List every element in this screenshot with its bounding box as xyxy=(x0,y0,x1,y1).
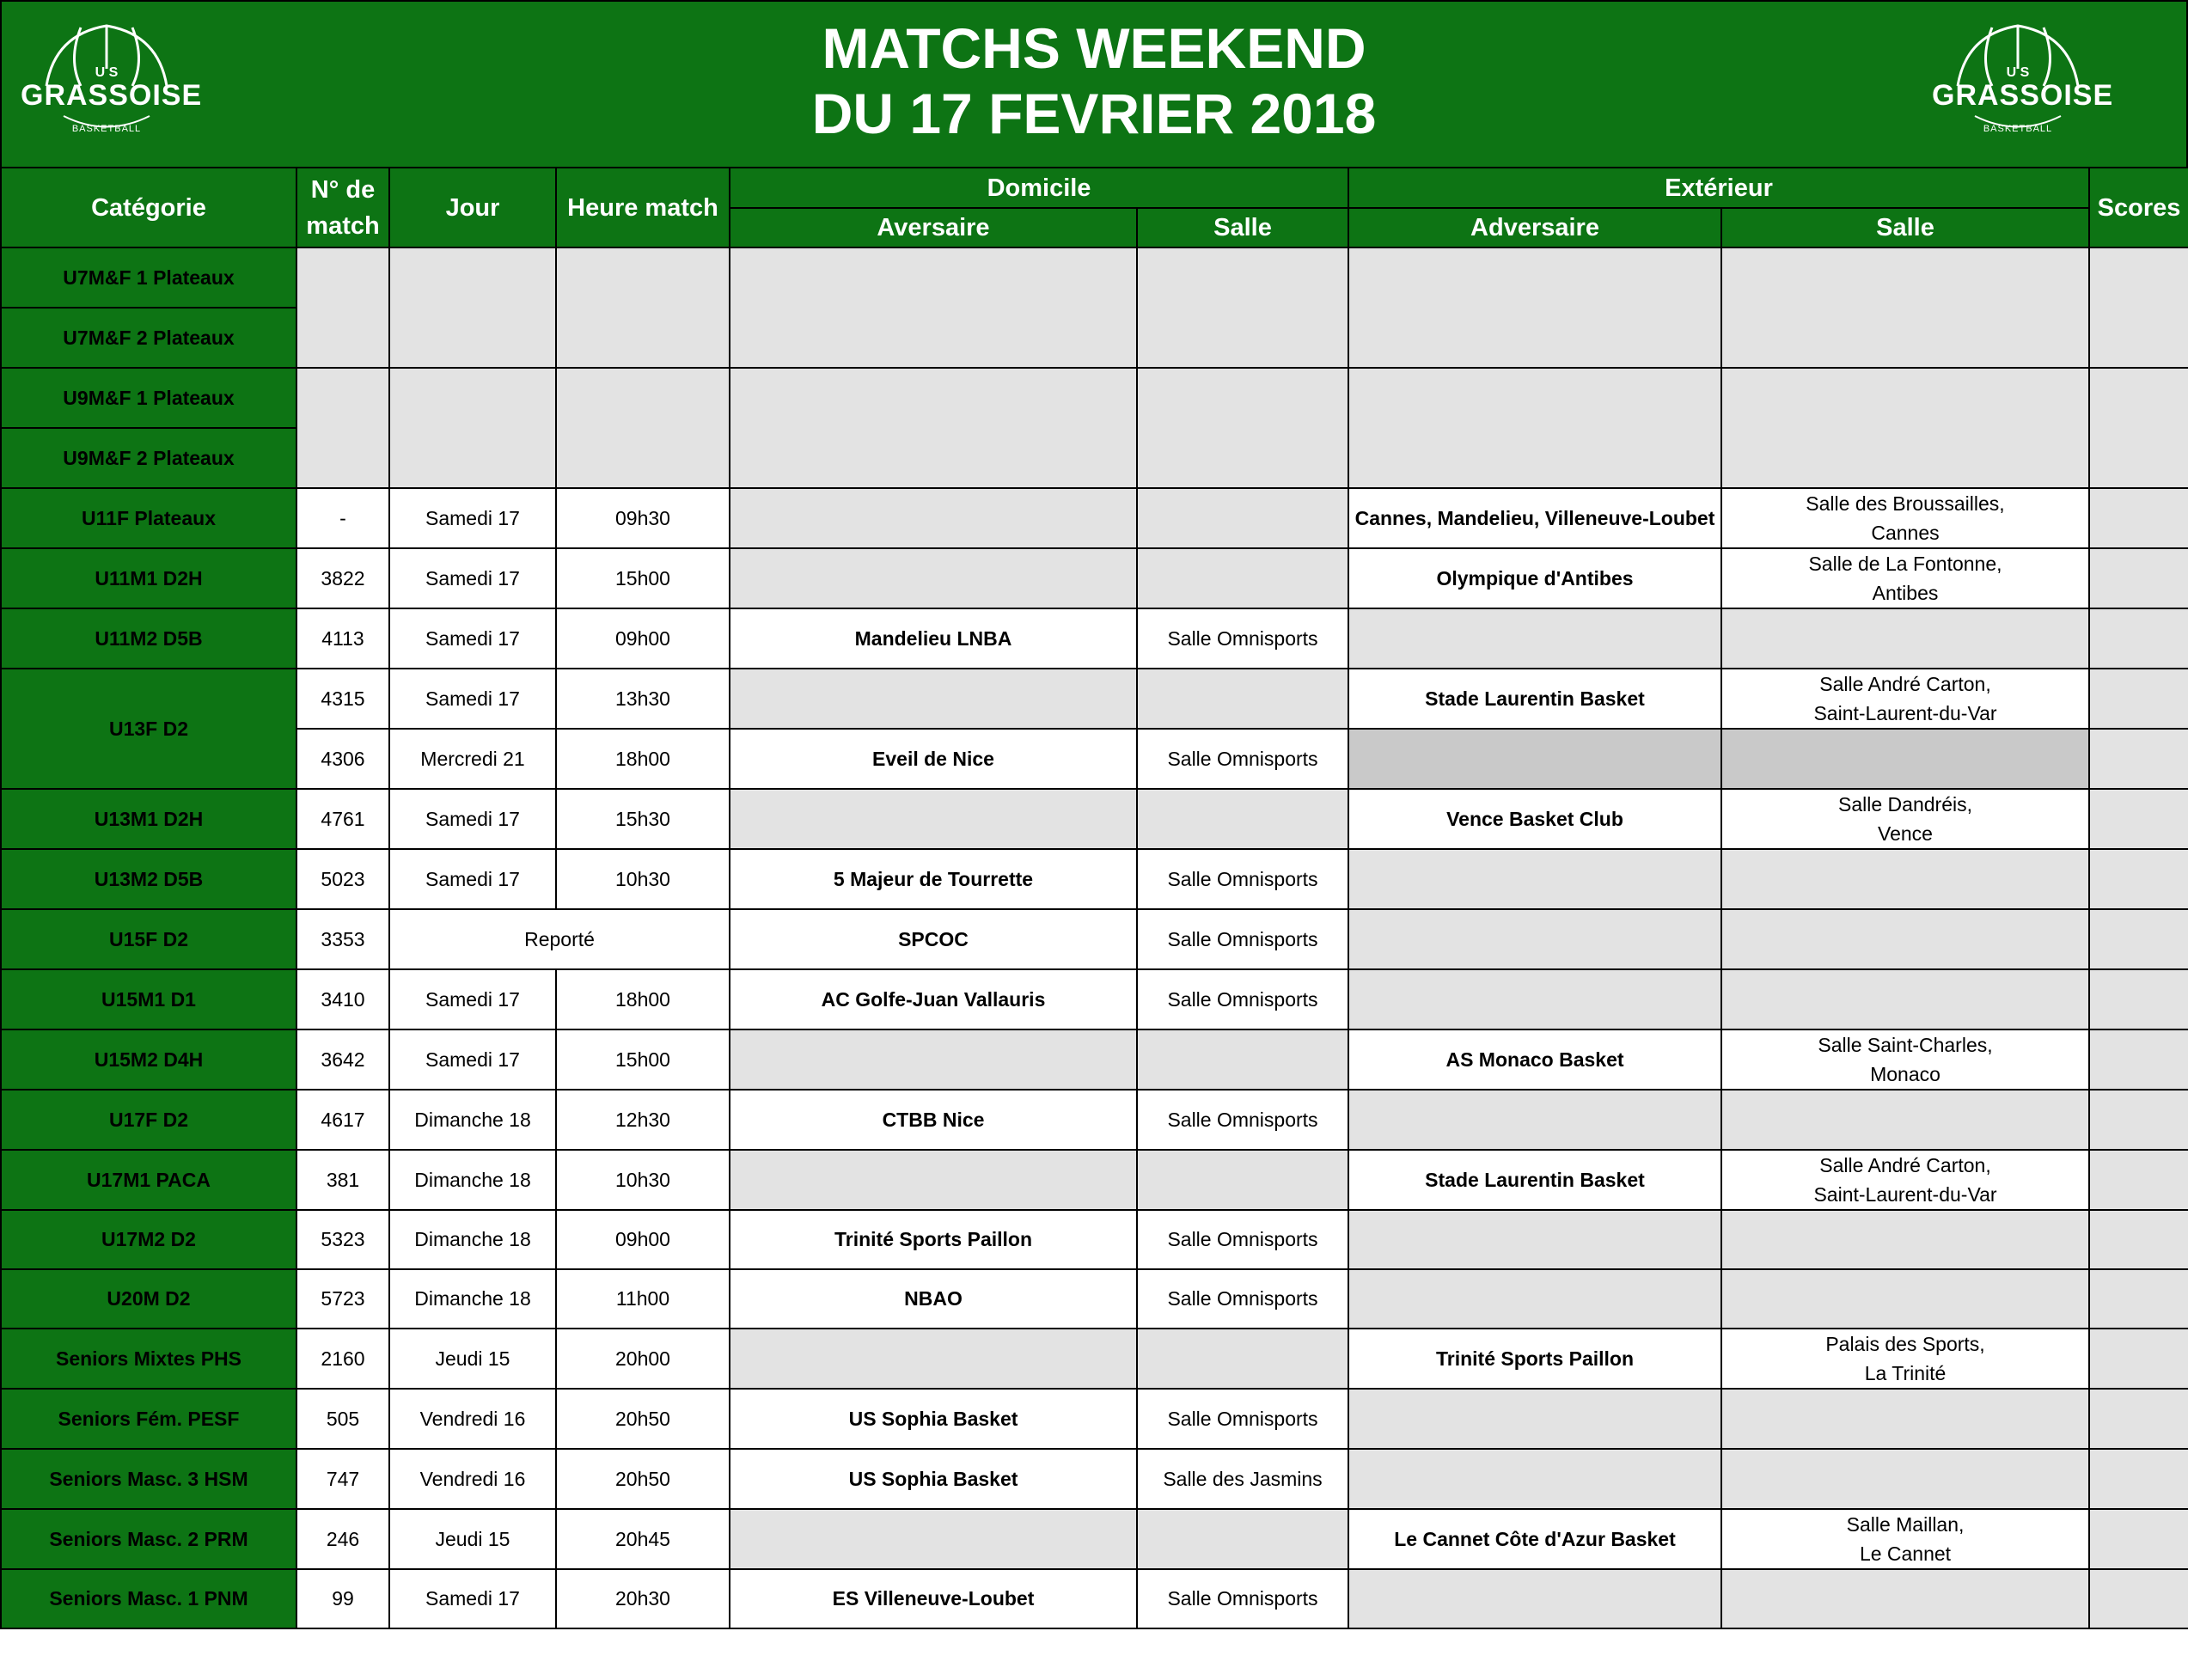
match-number-cell: 246 xyxy=(296,1509,389,1569)
empty-cell xyxy=(1721,909,2089,969)
header-heure: Heure match xyxy=(556,168,730,247)
empty-cell xyxy=(1721,849,2089,909)
empty-cell xyxy=(1137,669,1348,729)
home-venue-cell: Salle Omnisports xyxy=(1137,729,1348,789)
club-logo-right xyxy=(1932,17,2114,146)
empty-cell xyxy=(556,247,730,368)
category-cell: U15M2 D4H xyxy=(1,1029,296,1090)
title-line-2: DU 17 FEVRIER 2018 xyxy=(811,82,1377,145)
time-cell: 20h50 xyxy=(556,1389,730,1449)
category-cell: U11F Plateaux xyxy=(1,488,296,548)
category-cell: Seniors Masc. 3 HSM xyxy=(1,1449,296,1509)
home-venue-cell: Salle Omnisports xyxy=(1137,1569,1348,1628)
empty-cell xyxy=(1721,1389,2089,1449)
score-cell xyxy=(2089,1090,2188,1150)
table-row xyxy=(1,849,2188,909)
empty-cell xyxy=(730,1150,1137,1210)
home-opponent-cell: 5 Majeur de Tourrette xyxy=(730,849,1137,909)
category-cell: U17M1 PACA xyxy=(1,1150,296,1210)
venue-line-2: Antibes xyxy=(1872,582,1939,604)
table-row xyxy=(1,548,2188,608)
home-venue-cell: Salle Omnisports xyxy=(1137,1269,1348,1329)
logo-us-text: U S xyxy=(95,65,119,80)
home-opponent-cell: Mandelieu LNBA xyxy=(730,608,1137,669)
category-cell: U9M&F 2 Plateaux xyxy=(1,428,296,488)
empty-cell xyxy=(1721,729,2089,789)
empty-cell xyxy=(1137,247,1348,368)
home-venue-cell: Salle des Jasmins xyxy=(1137,1449,1348,1509)
empty-cell xyxy=(1348,1090,1721,1150)
venue-line-1: Salle de La Fontonne, xyxy=(1808,553,2002,575)
time-cell: 20h00 xyxy=(556,1329,730,1389)
score-cell xyxy=(2089,1329,2188,1389)
away-opponent-cell: Vence Basket Club xyxy=(1348,789,1721,849)
category-cell: U15M1 D1 xyxy=(1,969,296,1029)
score-cell xyxy=(2089,1029,2188,1090)
score-cell xyxy=(2089,1569,2188,1628)
empty-cell xyxy=(1348,1269,1721,1329)
venue-line-1: Salle Maillan, xyxy=(1846,1513,1965,1536)
table-row xyxy=(1,969,2188,1029)
empty-cell xyxy=(296,368,389,488)
away-venue-cell xyxy=(1721,789,2089,849)
day-cell: Samedi 17 xyxy=(389,488,556,548)
score-cell xyxy=(2089,1509,2188,1569)
away-venue-cell xyxy=(1721,669,2089,729)
away-opponent-cell: AS Monaco Basket xyxy=(1348,1029,1721,1090)
table-row xyxy=(1,1150,2188,1210)
venue-line-1: Salle Dandréis, xyxy=(1838,793,1972,816)
match-number-cell: - xyxy=(296,488,389,548)
day-cell: Samedi 17 xyxy=(389,608,556,669)
score-cell xyxy=(2089,789,2188,849)
header-numero: N° de match xyxy=(296,168,389,247)
day-cell: Samedi 17 xyxy=(389,969,556,1029)
time-cell: 09h30 xyxy=(556,488,730,548)
title-line-1: MATCHS WEEKEND xyxy=(822,16,1366,80)
empty-cell xyxy=(1137,789,1348,849)
empty-cell xyxy=(1137,1029,1348,1090)
time-cell: 20h45 xyxy=(556,1509,730,1569)
empty-cell xyxy=(730,1329,1137,1389)
away-venue-cell xyxy=(1721,1509,2089,1569)
empty-cell xyxy=(1721,1569,2089,1628)
category-cell: Seniors Mixtes PHS xyxy=(1,1329,296,1389)
header-scores: Scores xyxy=(2089,168,2188,247)
match-number-cell: 3642 xyxy=(296,1029,389,1090)
score-cell xyxy=(2089,608,2188,669)
score-cell xyxy=(2089,247,2188,368)
postponed-cell: Reporté xyxy=(389,909,730,969)
table-row xyxy=(1,1449,2188,1509)
day-cell: Dimanche 18 xyxy=(389,1150,556,1210)
empty-cell xyxy=(1721,608,2089,669)
table-row xyxy=(1,1090,2188,1150)
header-jour: Jour xyxy=(389,168,556,247)
away-venue-cell xyxy=(1721,1029,2089,1090)
away-venue-cell xyxy=(1721,548,2089,608)
day-cell: Dimanche 18 xyxy=(389,1269,556,1329)
table-row xyxy=(1,247,2188,308)
empty-cell xyxy=(730,247,1137,368)
time-cell: 13h30 xyxy=(556,669,730,729)
venue-line-1: Salle Saint-Charles, xyxy=(1818,1034,1993,1056)
match-number-cell: 3353 xyxy=(296,909,389,969)
match-number-cell: 747 xyxy=(296,1449,389,1509)
match-number-cell: 5023 xyxy=(296,849,389,909)
category-cell: U7M&F 2 Plateaux xyxy=(1,308,296,368)
score-cell xyxy=(2089,1389,2188,1449)
time-cell: 18h00 xyxy=(556,969,730,1029)
table-row xyxy=(1,1029,2188,1090)
day-cell: Samedi 17 xyxy=(389,849,556,909)
header-categorie: Catégorie xyxy=(1,168,296,247)
venue-line-2: Cannes xyxy=(1871,522,1940,544)
header-ext-salle: Salle xyxy=(1721,208,2089,247)
empty-cell xyxy=(1348,969,1721,1029)
home-venue-cell: Salle Omnisports xyxy=(1137,849,1348,909)
category-cell: U9M&F 1 Plateaux xyxy=(1,368,296,428)
day-cell: Vendredi 16 xyxy=(389,1389,556,1449)
empty-cell xyxy=(1721,1269,2089,1329)
home-venue-cell: Salle Omnisports xyxy=(1137,608,1348,669)
logo-club-name: GRASSOISE xyxy=(21,79,203,112)
day-cell: Dimanche 18 xyxy=(389,1210,556,1269)
match-number-cell: 3822 xyxy=(296,548,389,608)
away-opponent-cell: Le Cannet Côte d'Azur Basket xyxy=(1348,1509,1721,1569)
empty-cell xyxy=(730,669,1137,729)
away-opponent-cell: Stade Laurentin Basket xyxy=(1348,1150,1721,1210)
header-domicile: Domicile xyxy=(730,168,1348,208)
page-title xyxy=(0,15,2188,146)
empty-cell xyxy=(1348,368,1721,488)
time-cell: 11h00 xyxy=(556,1269,730,1329)
home-venue-cell: Salle Omnisports xyxy=(1137,1210,1348,1269)
home-opponent-cell: NBAO xyxy=(730,1269,1137,1329)
venue-line-2: Saint-Laurent-du-Var xyxy=(1813,702,1997,724)
empty-cell xyxy=(1348,608,1721,669)
score-cell xyxy=(2089,548,2188,608)
match-number-cell: 4306 xyxy=(296,729,389,789)
away-venue-cell xyxy=(1721,488,2089,548)
empty-cell xyxy=(1137,1150,1348,1210)
category-cell: U17M2 D2 xyxy=(1,1210,296,1269)
day-cell: Dimanche 18 xyxy=(389,1090,556,1150)
logo-sport-text: BASKETBALL xyxy=(1983,124,2053,134)
match-number-cell: 2160 xyxy=(296,1329,389,1389)
home-opponent-cell: ES Villeneuve-Loubet xyxy=(730,1569,1137,1628)
score-cell xyxy=(2089,1269,2188,1329)
match-number-cell: 4113 xyxy=(296,608,389,669)
table-row xyxy=(1,1329,2188,1389)
matches-table xyxy=(0,167,2188,1629)
score-cell xyxy=(2089,1449,2188,1509)
match-number-cell: 5723 xyxy=(296,1269,389,1329)
venue-line-2: Vence xyxy=(1878,822,1933,845)
venue-line-2: La Trinité xyxy=(1864,1362,1947,1384)
empty-cell xyxy=(296,247,389,368)
venue-line-1: Salle André Carton, xyxy=(1819,1154,1991,1176)
match-number-cell: 381 xyxy=(296,1150,389,1210)
empty-cell xyxy=(1137,548,1348,608)
away-venue-cell xyxy=(1721,1329,2089,1389)
venue-line-1: Palais des Sports, xyxy=(1825,1333,1985,1355)
score-cell xyxy=(2089,368,2188,488)
empty-cell xyxy=(389,368,556,488)
header-dom-salle: Salle xyxy=(1137,208,1348,247)
day-cell: Samedi 17 xyxy=(389,669,556,729)
match-number-cell: 4761 xyxy=(296,789,389,849)
category-cell: U13M1 D2H xyxy=(1,789,296,849)
score-cell xyxy=(2089,669,2188,729)
empty-cell xyxy=(1137,488,1348,548)
empty-cell xyxy=(1137,1509,1348,1569)
time-cell: 09h00 xyxy=(556,1210,730,1269)
time-cell: 10h30 xyxy=(556,849,730,909)
table-row xyxy=(1,729,2188,789)
empty-cell xyxy=(730,1029,1137,1090)
away-venue-cell xyxy=(1721,1150,2089,1210)
table-row xyxy=(1,488,2188,548)
home-opponent-cell: US Sophia Basket xyxy=(730,1389,1137,1449)
day-cell: Mercredi 21 xyxy=(389,729,556,789)
home-venue-cell: Salle Omnisports xyxy=(1137,909,1348,969)
match-number-cell: 5323 xyxy=(296,1210,389,1269)
score-cell xyxy=(2089,909,2188,969)
day-cell: Vendredi 16 xyxy=(389,1449,556,1509)
match-number-cell: 505 xyxy=(296,1389,389,1449)
time-cell: 12h30 xyxy=(556,1090,730,1150)
empty-cell xyxy=(1348,1210,1721,1269)
home-venue-cell: Salle Omnisports xyxy=(1137,969,1348,1029)
time-cell: 10h30 xyxy=(556,1150,730,1210)
home-venue-cell: Salle Omnisports xyxy=(1137,1389,1348,1449)
venue-line-1: Salle André Carton, xyxy=(1819,673,1991,695)
logo-sport-text: BASKETBALL xyxy=(71,124,142,134)
category-cell: Seniors Fém. PESF xyxy=(1,1389,296,1449)
header-ext-adversaire: Adversaire xyxy=(1348,208,1721,247)
score-cell xyxy=(2089,1210,2188,1269)
score-cell xyxy=(2089,729,2188,789)
away-opponent-cell: Stade Laurentin Basket xyxy=(1348,669,1721,729)
empty-cell xyxy=(1721,1210,2089,1269)
empty-cell xyxy=(389,247,556,368)
category-cell: U15F D2 xyxy=(1,909,296,969)
time-cell: 20h30 xyxy=(556,1569,730,1628)
table-row xyxy=(1,909,2188,969)
empty-cell xyxy=(730,1509,1137,1569)
away-opponent-cell: Cannes, Mandelieu, Villeneuve-Loubet xyxy=(1348,488,1721,548)
category-cell: U13M2 D5B xyxy=(1,849,296,909)
empty-cell xyxy=(1137,368,1348,488)
home-opponent-cell: Trinité Sports Paillon xyxy=(730,1210,1137,1269)
home-opponent-cell: CTBB Nice xyxy=(730,1090,1137,1150)
home-opponent-cell: SPCOC xyxy=(730,909,1137,969)
empty-cell xyxy=(1721,1449,2089,1509)
day-cell: Samedi 17 xyxy=(389,1029,556,1090)
empty-cell xyxy=(1721,368,2089,488)
empty-cell xyxy=(1721,247,2089,368)
venue-line-2: Le Cannet xyxy=(1859,1543,1952,1565)
time-cell: 09h00 xyxy=(556,608,730,669)
score-cell xyxy=(2089,488,2188,548)
venue-line-2: Saint-Laurent-du-Var xyxy=(1813,1183,1997,1206)
score-cell xyxy=(2089,1150,2188,1210)
empty-cell xyxy=(1721,1090,2089,1150)
empty-cell xyxy=(1721,969,2089,1029)
category-cell: U7M&F 1 Plateaux xyxy=(1,247,296,308)
home-opponent-cell: US Sophia Basket xyxy=(730,1449,1137,1509)
day-cell: Samedi 17 xyxy=(389,548,556,608)
category-cell: Seniors Masc. 2 PRM xyxy=(1,1509,296,1569)
empty-cell xyxy=(730,368,1137,488)
score-cell xyxy=(2089,969,2188,1029)
empty-cell xyxy=(1348,849,1721,909)
venue-line-1: Salle des Broussailles, xyxy=(1806,492,2005,515)
day-cell: Samedi 17 xyxy=(389,789,556,849)
venue-line-2: Monaco xyxy=(1870,1063,1940,1085)
time-cell: 20h50 xyxy=(556,1449,730,1509)
table-row xyxy=(1,608,2188,669)
table-row xyxy=(1,789,2188,849)
category-cell: U13F D2 xyxy=(1,669,296,789)
empty-cell xyxy=(556,368,730,488)
home-opponent-cell: Eveil de Nice xyxy=(730,729,1137,789)
match-number-cell: 99 xyxy=(296,1569,389,1628)
time-cell: 15h00 xyxy=(556,1029,730,1090)
table-row xyxy=(1,368,2188,428)
category-cell: U17F D2 xyxy=(1,1090,296,1150)
empty-cell xyxy=(1348,1449,1721,1509)
time-cell: 15h30 xyxy=(556,789,730,849)
empty-cell xyxy=(1137,1329,1348,1389)
logo-us-text: U S xyxy=(2006,65,2030,80)
empty-cell xyxy=(730,789,1137,849)
day-cell: Samedi 17 xyxy=(389,1569,556,1628)
away-opponent-cell: Olympique d'Antibes xyxy=(1348,548,1721,608)
category-cell: U20M D2 xyxy=(1,1269,296,1329)
match-number-cell: 4315 xyxy=(296,669,389,729)
time-cell: 15h00 xyxy=(556,548,730,608)
category-cell: U11M2 D5B xyxy=(1,608,296,669)
time-cell: 18h00 xyxy=(556,729,730,789)
home-venue-cell: Salle Omnisports xyxy=(1137,1090,1348,1150)
home-opponent-cell: AC Golfe-Juan Vallauris xyxy=(730,969,1137,1029)
match-number-cell: 4617 xyxy=(296,1090,389,1150)
empty-cell xyxy=(1348,909,1721,969)
empty-cell xyxy=(1348,1569,1721,1628)
score-cell xyxy=(2089,849,2188,909)
away-opponent-cell: Trinité Sports Paillon xyxy=(1348,1329,1721,1389)
table-row xyxy=(1,1569,2188,1628)
table-row xyxy=(1,669,2188,729)
empty-cell xyxy=(730,548,1137,608)
table-row xyxy=(1,1210,2188,1269)
empty-cell xyxy=(730,488,1137,548)
match-number-cell: 3410 xyxy=(296,969,389,1029)
empty-cell xyxy=(1348,729,1721,789)
logo-club-name: GRASSOISE xyxy=(1932,79,2114,112)
header-dom-adversaire: Aversaire xyxy=(730,208,1137,247)
header-exterieur: Extérieur xyxy=(1348,168,2089,208)
day-cell: Jeudi 15 xyxy=(389,1329,556,1389)
empty-cell xyxy=(1348,1389,1721,1449)
day-cell: Jeudi 15 xyxy=(389,1509,556,1569)
table-row xyxy=(1,1509,2188,1569)
table-row xyxy=(1,1269,2188,1329)
empty-cell xyxy=(1348,247,1721,368)
table-row xyxy=(1,1389,2188,1449)
category-cell: Seniors Masc. 1 PNM xyxy=(1,1569,296,1628)
category-cell: U11M1 D2H xyxy=(1,548,296,608)
